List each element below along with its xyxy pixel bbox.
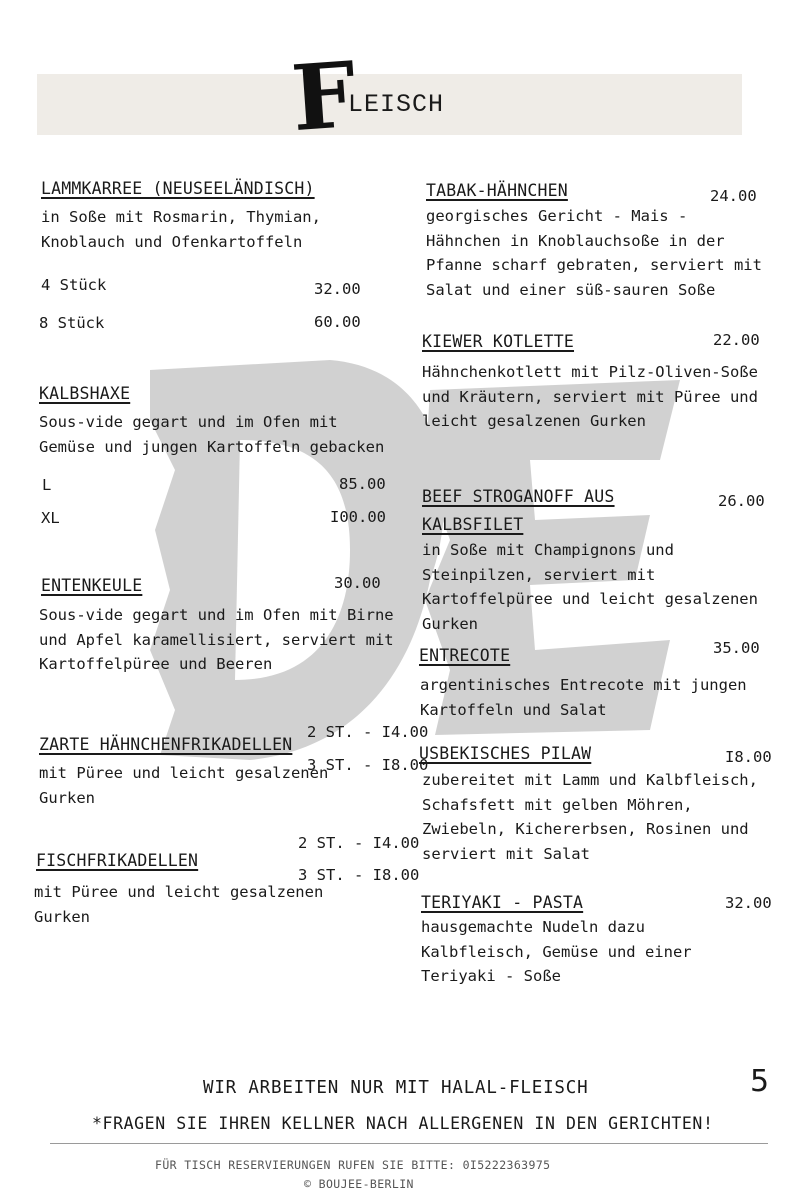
dish-price-2st: 2 ST. - I4.00	[307, 723, 429, 741]
dish-desc-entrecote: argentinisches Entrecote mit jungen Kartoffeln und Salat	[420, 676, 747, 719]
dish-price-entenkeule: 30.00	[334, 574, 381, 592]
dish-name-zarte-haehnchenfrikadellen: ZARTE HÄHNCHENFRIKADELLEN	[39, 735, 293, 754]
dish-price-entrecote: 35.00	[713, 639, 760, 657]
option-price: 60.00	[314, 313, 361, 331]
dish-name-kalbshaxe: KALBSHAXE	[39, 384, 131, 403]
dish-price-2st: 2 ST. - I4.00	[298, 834, 420, 852]
halal-notice: WIR ARBEITEN NUR MIT HALAL-FLEISCH	[203, 1078, 589, 1098]
allergen-notice: *FRAGEN SIE IHREN KELLNER NACH ALLERGENEN IN DEN GERICHTEN!	[92, 1114, 714, 1133]
dish-desc-lammkarree: in Soße mit Rosmarin, Thymian, Knoblauch und Ofenkartoffeln	[41, 208, 321, 251]
dish-name-kiewer-kotlette: KIEWER KOTLETTE	[422, 332, 575, 351]
dish-name-beef-stroganoff: BEEF STROGANOFF AUS	[422, 487, 615, 506]
dish-desc-zarte-haehnchenfrikadellen: mit Püree und leicht gesalzenen Gurken	[39, 764, 329, 807]
dish-desc-kiewer-kotlette: Hähnchenkotlett mit Pilz-Oliven-Soße und Kräutern, serviert mit Püree und leicht gesalzenen Gurken	[422, 363, 758, 430]
option-size: L	[42, 476, 52, 494]
option-size: 4 Stück	[41, 276, 107, 294]
option-price: I00.00	[330, 508, 386, 526]
dish-price-teriyaki-pasta: 32.00	[725, 894, 772, 912]
dish-name-entenkeule: ENTENKEULE	[41, 576, 143, 595]
dish-name-beef-stroganoff-line2: KALBSFILET	[422, 515, 524, 534]
option-price: 85.00	[339, 475, 386, 493]
dish-price-tabak-haehnchen: 24.00	[710, 187, 757, 205]
option-size: XL	[41, 509, 60, 527]
dish-name-entrecote: ENTRECOTE	[419, 646, 511, 665]
dish-name-lammkarree: LAMMKARREE (NEUSEELÄNDISCH)	[41, 179, 315, 198]
copyright: © BOUJEE-BERLIN	[304, 1177, 414, 1191]
page-title-initial: F	[288, 41, 360, 153]
dish-name-tabak-haehnchen: TABAK-HÄHNCHEN	[426, 181, 568, 200]
dish-price-beef-stroganoff: 26.00	[718, 492, 765, 510]
dish-name-usbekisches-pilaw: USBEKISCHES PILAW	[419, 744, 592, 763]
dish-desc-entenkeule: Sous-vide gegart und im Ofen mit Birne und Apfel karamellisiert, serviert mit Kartoffelpüree und Beeren	[39, 606, 394, 673]
reservation-info: FÜR TISCH RESERVIERUNGEN RUFEN SIE BITTE: 0I5222363975	[155, 1158, 551, 1172]
dish-name-teriyaki-pasta: TERIYAKI - PASTA	[421, 893, 584, 912]
dish-desc-usbekisches-pilaw: zubereitet mit Lamm und Kalbfleisch, Schafsfett mit gelben Möhren, Zwiebeln, Kichererbsen, Rosinen und serviert mit Salat	[422, 771, 758, 863]
footer-divider	[50, 1143, 768, 1144]
dish-price-3st: 3 ST. - I8.00	[298, 866, 420, 884]
dish-desc-teriyaki-pasta: hausgemachte Nudeln dazu Kalbfleisch, Gemüse und einer Teriyaki - Soße	[421, 918, 692, 985]
page-title: LEISCH	[348, 90, 445, 119]
option-size: 8 Stück	[39, 314, 105, 332]
page-number: 5	[750, 1064, 770, 1099]
dish-desc-kalbshaxe: Sous-vide gegart und im Ofen mit Gemüse und jungen Kartoffeln gebacken	[39, 413, 385, 456]
dish-price-3st: 3 ST. - I8.00	[307, 756, 429, 774]
option-price: 32.00	[314, 280, 361, 298]
dish-price-usbekisches-pilaw: I8.00	[725, 748, 772, 766]
dish-desc-beef-stroganoff: in Soße mit Champignons und Steinpilzen, serviert mit Kartoffelpüree und leicht gesalzenen Gurken	[422, 541, 758, 633]
dish-name-fischfrikadellen: FISCHFRIKADELLEN	[36, 851, 199, 870]
dish-desc-fischfrikadellen: mit Püree und leicht gesalzenen Gurken	[34, 883, 324, 926]
dish-price-kiewer-kotlette: 22.00	[713, 331, 760, 349]
dish-desc-tabak-haehnchen: georgisches Gericht - Mais - Hähnchen in Knoblauchsoße in der Pfanne scharf gebraten, serviert mit Salat und einer süß-sauren Soße	[426, 207, 762, 299]
